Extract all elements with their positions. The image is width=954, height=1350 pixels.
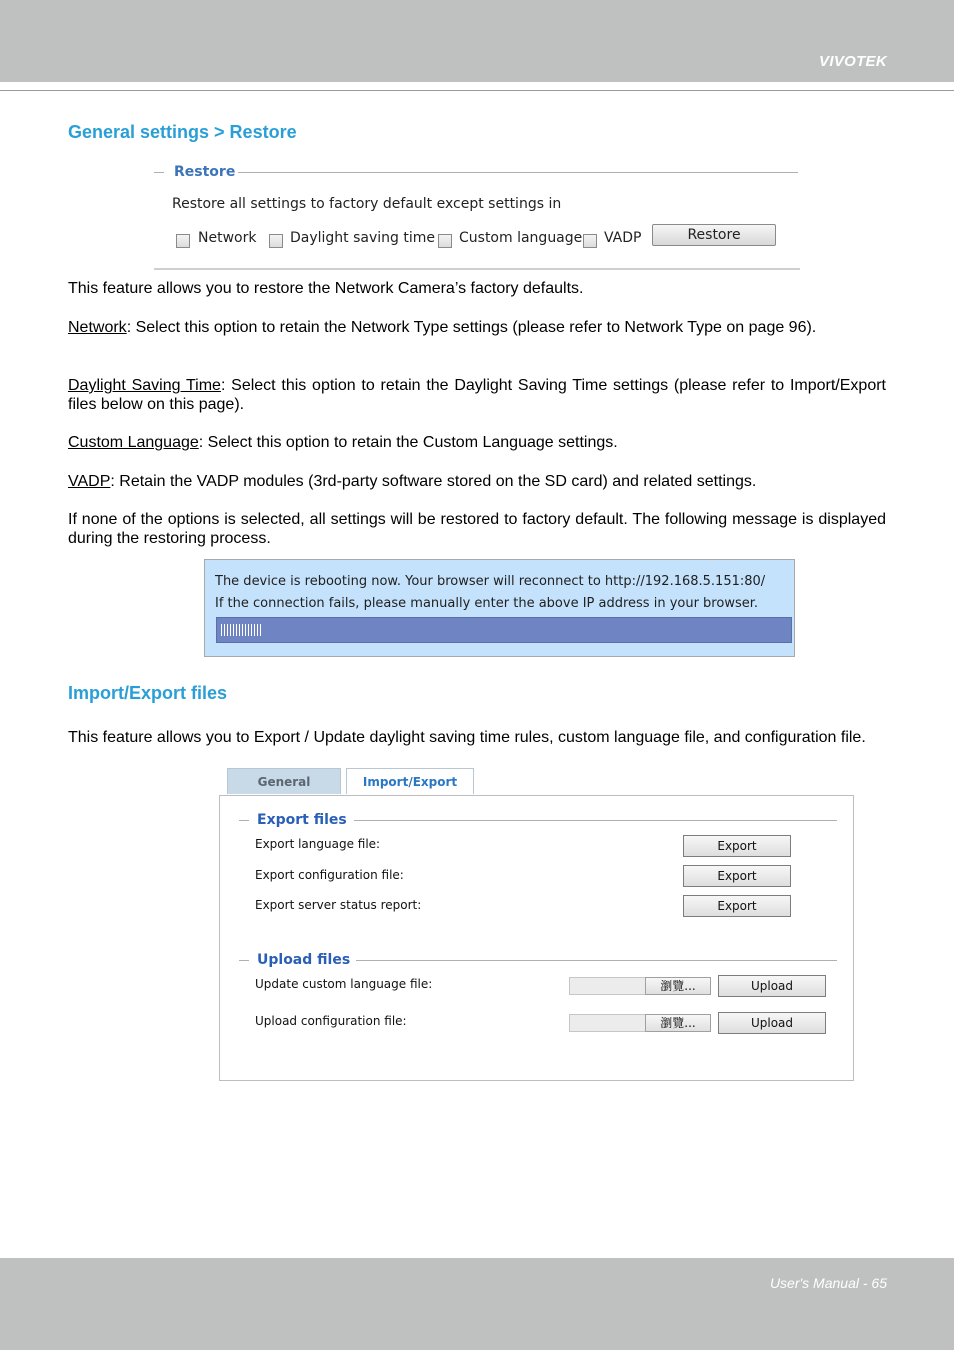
export-language-button[interactable]: Export [683, 835, 791, 857]
upload-configuration-label: Upload configuration file: [255, 1014, 407, 1028]
reboot-progress-bar [216, 617, 792, 643]
export-legend-dash [239, 820, 249, 821]
custom-language-term: Custom Language [68, 434, 199, 451]
page-number-label: User's Manual - 65 [769, 1275, 887, 1291]
daylight-paragraph [68, 376, 886, 414]
legend-dash [154, 172, 164, 173]
daylight-text: : Select this option to retain the Daylight Saving Time settings (please refer to Import/Export files below on this page). [68, 377, 886, 413]
network-text: : Select this option to retain the Network Type settings (please refer to Network Type on page 96). [126, 319, 817, 336]
restore-button[interactable]: Restore [652, 224, 776, 246]
upload-legend-dash [239, 960, 249, 961]
upload-language-label: Update custom language file: [255, 977, 433, 991]
restore-intro: This feature allows you to restore the Network Camera’s factory defaults. [68, 280, 584, 297]
vadp-checkbox-label: VADP [604, 230, 642, 246]
vadp-paragraph [68, 472, 886, 491]
daylight-saving-checkbox-label: Daylight saving time [290, 230, 436, 246]
upload-language-button[interactable]: Upload [718, 975, 826, 997]
reboot-message-line1: The device is rebooting now. Your browser will reconnect to http://192.168.5.151:80/ [215, 574, 766, 589]
upload-legend-line [356, 960, 837, 961]
restore-panel [154, 160, 800, 272]
page-header [0, 0, 954, 82]
network-checkbox-label: Network [198, 230, 257, 246]
export-configuration-button[interactable]: Export [683, 865, 791, 887]
import-export-panel [219, 795, 854, 1081]
restore-description: Restore all settings to factory default except settings in [172, 196, 562, 212]
network-paragraph [68, 318, 886, 337]
export-legend-line [354, 820, 837, 821]
header-divider [0, 90, 954, 91]
network-checkbox[interactable] [176, 234, 190, 248]
none-selected-paragraph: If none of the options is selected, all settings will be restored to factory default. The following message is displayed during the restoring process. [68, 511, 886, 547]
language-browse-button[interactable]: 瀏覽... [645, 977, 711, 995]
custom-language-text: : Select this option to retain the Custom Language settings. [198, 434, 618, 451]
export-language-label: Export language file: [255, 837, 381, 851]
configuration-browse-button[interactable]: 瀏覽... [645, 1014, 711, 1032]
language-file-input[interactable] [569, 977, 711, 995]
page-footer [0, 1258, 954, 1350]
daylight-term: Daylight Saving Time [68, 377, 221, 394]
restore-legend: Restore [174, 164, 236, 180]
restore-section-heading: General settings > Restore [68, 122, 297, 142]
upload-configuration-button[interactable]: Upload [718, 1012, 826, 1034]
export-configuration-label: Export configuration file: [255, 868, 404, 882]
reboot-message-box [204, 559, 795, 657]
export-status-report-label: Export server status report: [255, 898, 422, 912]
reboot-progress-fill [221, 624, 261, 636]
tab-general-settings[interactable]: General [227, 768, 341, 794]
import-export-intro: This feature allows you to Export / Update daylight saving time rules, custom language file, and configuration file. [68, 729, 866, 746]
network-term: Network [68, 319, 127, 336]
brand-label: VIVOTEK [819, 53, 887, 70]
import-export-heading: Import/Export files [68, 683, 228, 703]
export-status-report-button[interactable]: Export [683, 895, 791, 917]
daylight-saving-checkbox[interactable] [269, 234, 283, 248]
custom-language-checkbox-label: Custom language [459, 230, 583, 246]
reboot-message-line2: If the connection fails, please manually enter the above IP address in your browser. [215, 596, 759, 611]
panel-bottom-divider [154, 268, 800, 270]
vadp-checkbox[interactable] [583, 234, 597, 248]
upload-files-legend: Upload files [257, 952, 351, 968]
configuration-file-input[interactable] [569, 1014, 711, 1032]
custom-language-checkbox[interactable] [438, 234, 452, 248]
export-files-legend: Export files [257, 812, 347, 828]
custom-language-paragraph [68, 433, 886, 452]
vadp-term: VADP [68, 473, 111, 490]
tab-import-export-files[interactable]: Import/Export [346, 768, 474, 794]
legend-line [238, 172, 798, 173]
vadp-text: : Retain the VADP modules (3rd-party software stored on the SD card) and related settings. [110, 473, 757, 490]
